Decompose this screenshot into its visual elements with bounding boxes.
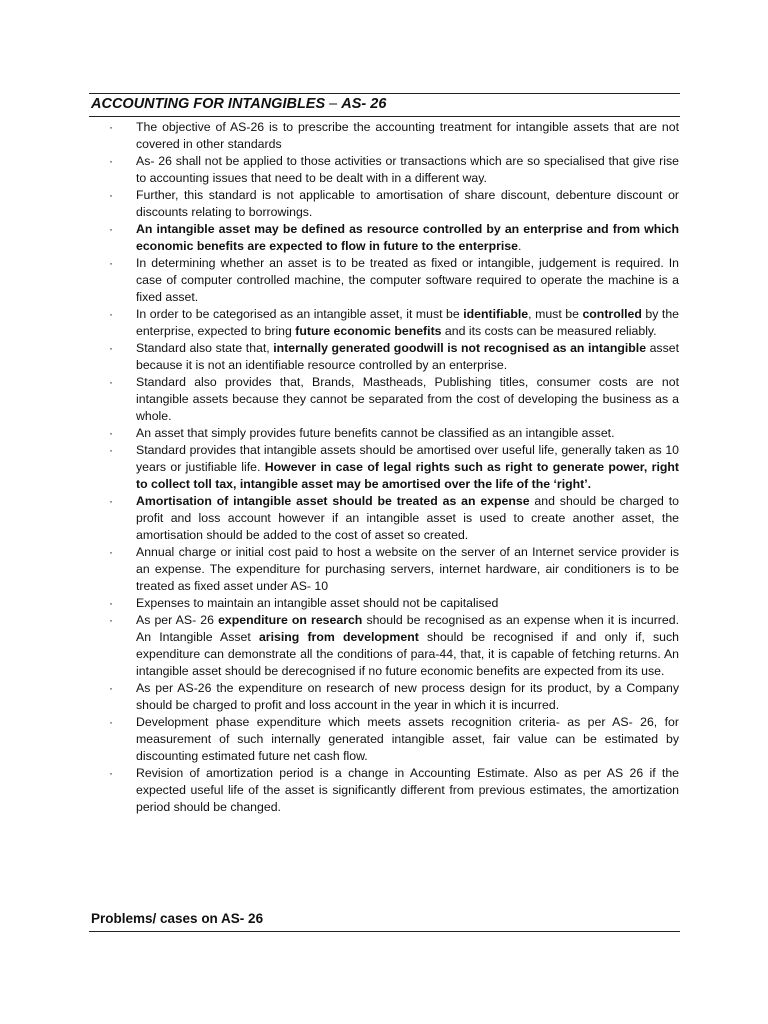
section-underline: [89, 931, 680, 932]
list-item: [109, 680, 679, 714]
title-dash: –: [325, 96, 342, 112]
bullet-marker: ·: [109, 715, 113, 729]
body-text: .: [517, 239, 522, 253]
bullet-marker: ·: [109, 222, 113, 236]
bullet-marker: ·: [109, 681, 113, 695]
bullet-marker: ·: [109, 375, 113, 389]
body-text: Annual charge or initial cost paid to host a website on the server of an Internet service provider is an expense. The expenditure for purchasing servers, internet hardware, air conditioners is to be treated as fixed asset under AS- 10: [136, 545, 679, 593]
bullet-marker: ·: [109, 256, 113, 270]
bold-text: future economic benefits: [295, 324, 442, 338]
body-text: Standard also state that,: [136, 341, 274, 355]
body-text: As- 26 shall not be applied to those activities or transactions which are so specialised that give rise to accounting issues that need to be dealt with in a different way.: [136, 154, 679, 185]
list-item: [109, 765, 679, 816]
bullet-marker: ·: [109, 494, 113, 508]
title-standard: AS- 26: [341, 96, 387, 112]
bold-text: However in case of legal rights such as right to generate power, right to collect toll tax, intangible asset may be amortised over the life of the ‘right’.: [136, 460, 679, 491]
body-text: and should be charged to profit and loss account however if an intangible asset is used to create another asset, the amortisation should be added to the cost of asset so created.: [136, 494, 679, 542]
body-text: As per AS-26 the expenditure on research of new process design for its product, by a Company should be charged to profit and loss account in the year in which it is incurred.: [136, 681, 679, 712]
body-text: In order to be categorised as an intangible asset, it must be: [136, 307, 464, 321]
bullet-marker: ·: [109, 426, 113, 440]
list-item: [109, 612, 679, 680]
body-text: As per AS- 26: [136, 613, 219, 627]
bold-text: Amortisation of intangible asset should be treated as an expense: [136, 494, 530, 508]
body-text: Development phase expenditure which meets assets recognition criteria- as per AS- 26, for measurement of such internally generated intangible asset, fair value can be estimated by discounting estimated future net cash flow.: [136, 715, 679, 763]
bullet-marker: ·: [109, 443, 113, 457]
bold-text: expenditure on research: [218, 613, 363, 627]
list-item: [109, 340, 679, 374]
body-text: Expenses to maintain an intangible asset should not be capitalised: [136, 596, 499, 610]
body-text: by the enterprise, expected to bring: [136, 307, 680, 338]
bullet-list: [109, 119, 679, 816]
body-text: should be recognised if and only if, such expenditure can demonstrate all the conditions of para-44, that, it is capable of fetching returns. An intangible asset should be derecognised if no future economic benefits are expected from its use.: [136, 630, 680, 678]
list-item: [109, 595, 679, 612]
page-title: [91, 96, 386, 112]
list-item: [109, 544, 679, 595]
list-item: [109, 221, 679, 255]
list-item: [109, 255, 679, 306]
bullet-marker: ·: [109, 766, 113, 780]
body-text: The objective of AS-26 is to prescribe the accounting treatment for intangible assets that are not covered in other standards: [136, 120, 679, 151]
body-text: and its costs can be measured reliably.: [441, 324, 657, 338]
bold-text: internally generated goodwill is not recognised as an intangible: [273, 341, 647, 355]
list-item: [109, 187, 679, 221]
list-item: [109, 714, 679, 765]
body-text: Standard provides that intangible assets should be amortised over useful life, generally taken as 10 years or justifiable life.: [136, 443, 679, 474]
bullet-marker: ·: [109, 188, 113, 202]
bullet-marker: ·: [109, 307, 113, 321]
body-text: Standard also provides that, Brands, Mastheads, Publishing titles, consumer costs are not intangible assets because they cannot be separated from the cost of developing the business as a whole.: [136, 375, 679, 423]
list-item: [109, 493, 679, 544]
body-text: should be recognised as an expense when it is incurred. An Intangible Asset: [136, 613, 679, 644]
bullet-marker: ·: [109, 545, 113, 559]
top-rule: [89, 93, 680, 94]
list-item: [109, 442, 679, 493]
bullet-marker: ·: [109, 596, 113, 610]
bold-text: An intangible asset may be defined as resource controlled by an enterprise and from which economic benefits are expected to flow in future to the enterprise: [136, 222, 679, 253]
list-item: [109, 153, 679, 187]
list-item: [109, 119, 679, 153]
list-item: [109, 425, 679, 442]
list-item: [109, 306, 679, 340]
title-underline: [89, 116, 680, 117]
bold-text: controlled: [582, 307, 642, 321]
body-text: , must be: [528, 307, 583, 321]
bold-text: arising from development: [258, 630, 419, 644]
list-item: [109, 374, 679, 425]
bullet-marker: ·: [109, 154, 113, 168]
body-text: In determining whether an asset is to be treated as fixed or intangible, judgement is required. In case of computer controlled machine, the computer software required to operate the machine is a fixed asset.: [136, 256, 679, 304]
bullet-marker: ·: [109, 613, 113, 627]
bullet-marker: ·: [109, 120, 113, 134]
bullet-marker: ·: [109, 341, 113, 355]
body-text: asset because it is not an identifiable resource controlled by an enterprise.: [136, 341, 679, 372]
body-text: Revision of amortization period is a change in Accounting Estimate. Also as per AS 26 if the expected useful life of the asset is significantly different from previous estimates, the amortization period should be changed.: [136, 766, 679, 814]
body-text: An asset that simply provides future benefits cannot be classified as an intangible asset.: [136, 426, 615, 440]
title-main: ACCOUNTING FOR INTANGIBLES: [91, 96, 326, 112]
section-heading: Problems/ cases on AS- 26: [91, 911, 264, 926]
bold-text: identifiable: [463, 307, 529, 321]
body-text: Further, this standard is not applicable to amortisation of share discount, debenture discount or discounts relating to borrowings.: [136, 188, 679, 219]
